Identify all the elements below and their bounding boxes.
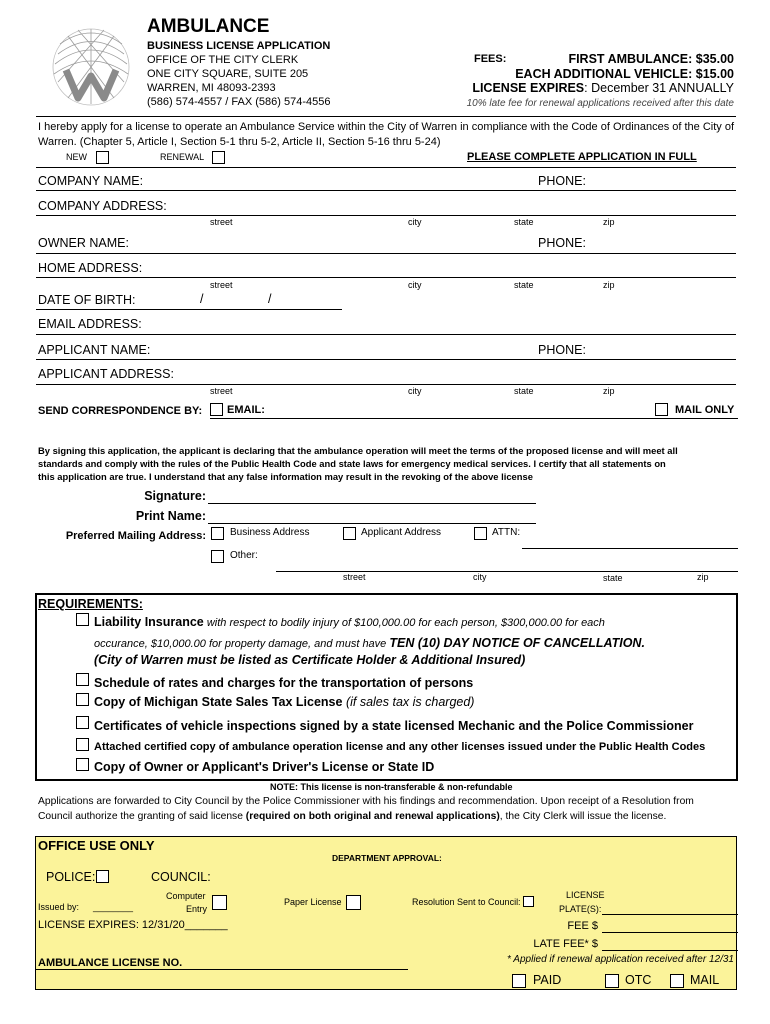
state-caption: state: [603, 573, 623, 583]
email-option-field[interactable]: [210, 418, 738, 419]
req-tax-checkbox[interactable]: [76, 693, 89, 706]
send-correspondence-label: SEND CORRESPONDENCE BY:: [38, 405, 203, 417]
req-drivers-license-text: Copy of Owner or Applicant's Driver's License or State ID: [94, 760, 435, 774]
street-caption: street: [210, 280, 233, 290]
req-liability-text-2: occurance, $10,000.00 for property damage, and must have: [94, 638, 390, 650]
applicant-phone-label: PHONE:: [538, 343, 586, 357]
city-of-warren-logo: [48, 24, 134, 110]
forward-line-1: Applications are forwarded to City Council by the Police Commissioner with his findings and recommendation. Upon receipt of a Resolution from: [38, 796, 694, 807]
print-name-label: Print Name:: [135, 509, 206, 523]
late-fee-field[interactable]: [602, 950, 738, 951]
address-line-2: ONE CITY SQUARE, SUITE 205: [147, 68, 309, 80]
form-subtitle: BUSINESS LICENSE APPLICATION: [147, 40, 331, 52]
req-liability-line-2: [94, 635, 645, 651]
license-expires-label: LICENSE EXPIRES: [472, 81, 585, 95]
owner-name-field[interactable]: [36, 253, 736, 254]
forward-text: Council authorize the granting of said license: [38, 811, 246, 822]
intro-line-2: Warren. (Chapter 5, Article I, Section 5-1 thru 5-2, Article II, Section 5-16 thru 5-24): [38, 136, 441, 148]
applicant-address-checkbox[interactable]: [343, 527, 356, 540]
declaration-line-1: By signing this application, the applicant is declaring that the ambulance operation will meet the terms of the proposed license and will meet all: [38, 445, 678, 456]
dob-label: DATE OF BIRTH:: [38, 293, 136, 307]
zip-caption: zip: [697, 572, 709, 582]
applicant-address-field[interactable]: [36, 384, 736, 385]
dob-field[interactable]: [36, 309, 342, 310]
late-fee-label: LATE FEE* $: [533, 938, 598, 950]
council-label: COUNCIL:: [151, 870, 211, 884]
declaration-line-3: this application are true. I understand that any false information may result in the revoking of the above license: [38, 471, 533, 482]
signature-field[interactable]: [208, 503, 536, 504]
state-caption: state: [514, 280, 534, 290]
business-address-label: Business Address: [230, 527, 310, 538]
divider: [36, 167, 736, 168]
req-certified-copy-text: Attached certified copy of ambulance operation license and any other licenses issued under the Public Health Codes: [94, 741, 706, 753]
requirements-title: REQUIREMENTS:: [38, 597, 143, 611]
police-label: POLICE:: [46, 870, 96, 884]
street-caption: street: [210, 386, 233, 396]
resolution-sent-label: Resolution Sent to Council:: [412, 897, 521, 907]
office-use-title: OFFICE USE ONLY: [38, 838, 155, 853]
ambulance-license-no-field[interactable]: [36, 969, 408, 970]
owner-name-label: OWNER NAME:: [38, 236, 129, 250]
street-caption: street: [210, 217, 233, 227]
renewal-checkbox[interactable]: [212, 151, 225, 164]
company-address-label: COMPANY ADDRESS:: [38, 199, 167, 213]
state-caption: state: [514, 386, 534, 396]
address-line-1: OFFICE OF THE CITY CLERK: [147, 54, 299, 66]
email-option-label: EMAIL:: [227, 404, 265, 416]
paper-license-label: Paper License: [284, 897, 342, 907]
paper-license-checkbox[interactable]: [346, 895, 361, 910]
otc-checkbox[interactable]: [605, 974, 619, 988]
fees-label: FEES:: [474, 53, 507, 65]
department-approval-label: DEPARTMENT APPROVAL:: [332, 853, 442, 863]
computer-entry-label-2: Entry: [186, 904, 208, 914]
address-line-4: (586) 574-4557 / FAX (586) 574-4556: [147, 96, 331, 108]
applicant-name-field[interactable]: [36, 359, 736, 360]
new-checkbox[interactable]: [96, 151, 109, 164]
other-checkbox[interactable]: [211, 550, 224, 563]
email-address-label: EMAIL ADDRESS:: [38, 317, 142, 331]
company-name-label: COMPANY NAME:: [38, 174, 144, 188]
city-caption: city: [408, 386, 422, 396]
req-drivers-license-checkbox[interactable]: [76, 758, 89, 771]
signature-label: Signature:: [144, 489, 206, 503]
attn-field[interactable]: [522, 548, 738, 549]
business-address-checkbox[interactable]: [211, 527, 224, 540]
mail-only-label: MAIL ONLY: [675, 404, 735, 416]
mail-only-checkbox[interactable]: [655, 403, 668, 416]
applicant-address-option-label: Applicant Address: [361, 527, 442, 538]
req-schedule-text: Schedule of rates and charges for the transportation of persons: [94, 676, 474, 690]
license-expires-field[interactable]: LICENSE EXPIRES: 12/31/20_______: [38, 919, 228, 931]
city-caption: city: [408, 217, 422, 227]
issued-by-field[interactable]: ________: [93, 902, 134, 912]
zip-caption: zip: [603, 217, 615, 227]
applied-note: * Applied if renewal application received after 12/31: [507, 954, 734, 965]
req-liability-cancellation: TEN (10) DAY NOTICE OF CANCELLATION.: [389, 636, 645, 650]
company-address-field[interactable]: [36, 215, 736, 216]
street-caption: street: [343, 572, 366, 582]
new-label: NEW: [66, 152, 87, 162]
req-schedule-checkbox[interactable]: [76, 673, 89, 686]
form-title: AMBULANCE: [147, 16, 270, 37]
email-checkbox[interactable]: [210, 403, 223, 416]
state-caption: state: [514, 217, 534, 227]
ambulance-license-no-label: AMBULANCE LICENSE NO.: [38, 957, 183, 969]
req-liability-checkbox[interactable]: [76, 613, 89, 626]
header-divider: [36, 116, 736, 117]
otc-label: OTC: [625, 973, 652, 987]
applicant-address-label: APPLICANT ADDRESS:: [38, 367, 174, 381]
req-tax-line: [94, 696, 474, 709]
company-phone-label: PHONE:: [538, 174, 586, 188]
req-certified-copy-checkbox[interactable]: [76, 738, 89, 751]
police-checkbox[interactable]: [96, 870, 109, 883]
forward-text-end: , the City Clerk will issue the license.: [499, 811, 667, 822]
req-inspection-checkbox[interactable]: [76, 716, 89, 729]
owner-phone-label: PHONE:: [538, 236, 586, 250]
req-tax-note: (if sales tax is charged): [345, 695, 475, 709]
declaration-line-2: standards and comply with the rules of the Public Health Code and state laws for emergency medical services. I certify that all statements on: [38, 458, 666, 469]
attn-label: ATTN:: [492, 527, 521, 538]
dob-slash-1: /: [200, 292, 204, 306]
company-name-field[interactable]: [36, 190, 736, 191]
address-line-3: WARREN, MI 48093-2393: [147, 82, 276, 94]
plates-label: PLATE(S):: [559, 904, 602, 914]
renewal-label: RENEWAL: [160, 152, 205, 162]
license-expires-value: : December 31 ANNUALLY: [584, 81, 734, 95]
late-fee-note: 10% late fee for renewal applications received after this date: [466, 98, 734, 109]
forward-required-note: (required on both original and renewal applications): [245, 811, 500, 822]
computer-entry-checkbox[interactable]: [212, 895, 227, 910]
req-tax-title: Copy of Michigan State Sales Tax License: [94, 695, 346, 709]
city-caption: city: [473, 572, 487, 582]
non-transferable-note: NOTE: This license is non-transferable & non-refundable: [270, 782, 513, 792]
home-address-label: HOME ADDRESS:: [38, 261, 143, 275]
other-label: Other:: [230, 550, 258, 561]
intro-line-1: I hereby apply for a license to operate an Ambulance Service within the City of Warren in compliance with the Code of Ordinances of the City of: [38, 121, 735, 133]
fee-label: FEE $: [567, 920, 598, 932]
paid-label: PAID: [533, 973, 562, 987]
computer-entry-label-1: Computer: [166, 891, 206, 901]
print-name-field[interactable]: [208, 523, 536, 524]
plates-field[interactable]: [602, 914, 738, 915]
fee-additional-vehicle: EACH ADDITIONAL VEHICLE: $15.00: [515, 67, 734, 81]
req-liability-text: with respect to bodily injury of $100,000.00 for each person, $300,000.00 for each: [203, 617, 605, 629]
resolution-sent-checkbox[interactable]: [523, 896, 534, 907]
forward-line-2: [38, 812, 666, 822]
req-liability-line-3: (City of Warren must be listed as Certificate Holder & Additional Insured): [94, 653, 526, 667]
mail-label: MAIL: [690, 973, 720, 987]
license-label: LICENSE: [566, 890, 605, 900]
paid-checkbox[interactable]: [512, 974, 526, 988]
license-expires-line: [472, 82, 734, 95]
email-address-field[interactable]: [36, 334, 736, 335]
zip-caption: zip: [603, 280, 615, 290]
fee-first-ambulance: FIRST AMBULANCE: $35.00: [568, 52, 734, 66]
complete-notice: PLEASE COMPLETE APPLICATION IN FULL: [467, 151, 697, 163]
dob-slash-2: /: [268, 292, 272, 306]
mail-checkbox[interactable]: [670, 974, 684, 988]
attn-checkbox[interactable]: [474, 527, 487, 540]
fee-field[interactable]: [602, 932, 738, 933]
zip-caption: zip: [603, 386, 615, 396]
city-caption: city: [408, 280, 422, 290]
issued-by-label: Issued by:: [38, 902, 80, 912]
preferred-mailing-label: Preferred Mailing Address:: [65, 530, 206, 542]
applicant-name-label: APPLICANT NAME:: [38, 343, 151, 357]
home-address-field[interactable]: [36, 277, 736, 278]
req-liability-title: Liability Insurance: [94, 615, 204, 629]
req-liability-line-1: [94, 616, 605, 629]
req-inspection-text: Certificates of vehicle inspections signed by a state licensed Mechanic and the Police Commissioner: [94, 719, 694, 733]
